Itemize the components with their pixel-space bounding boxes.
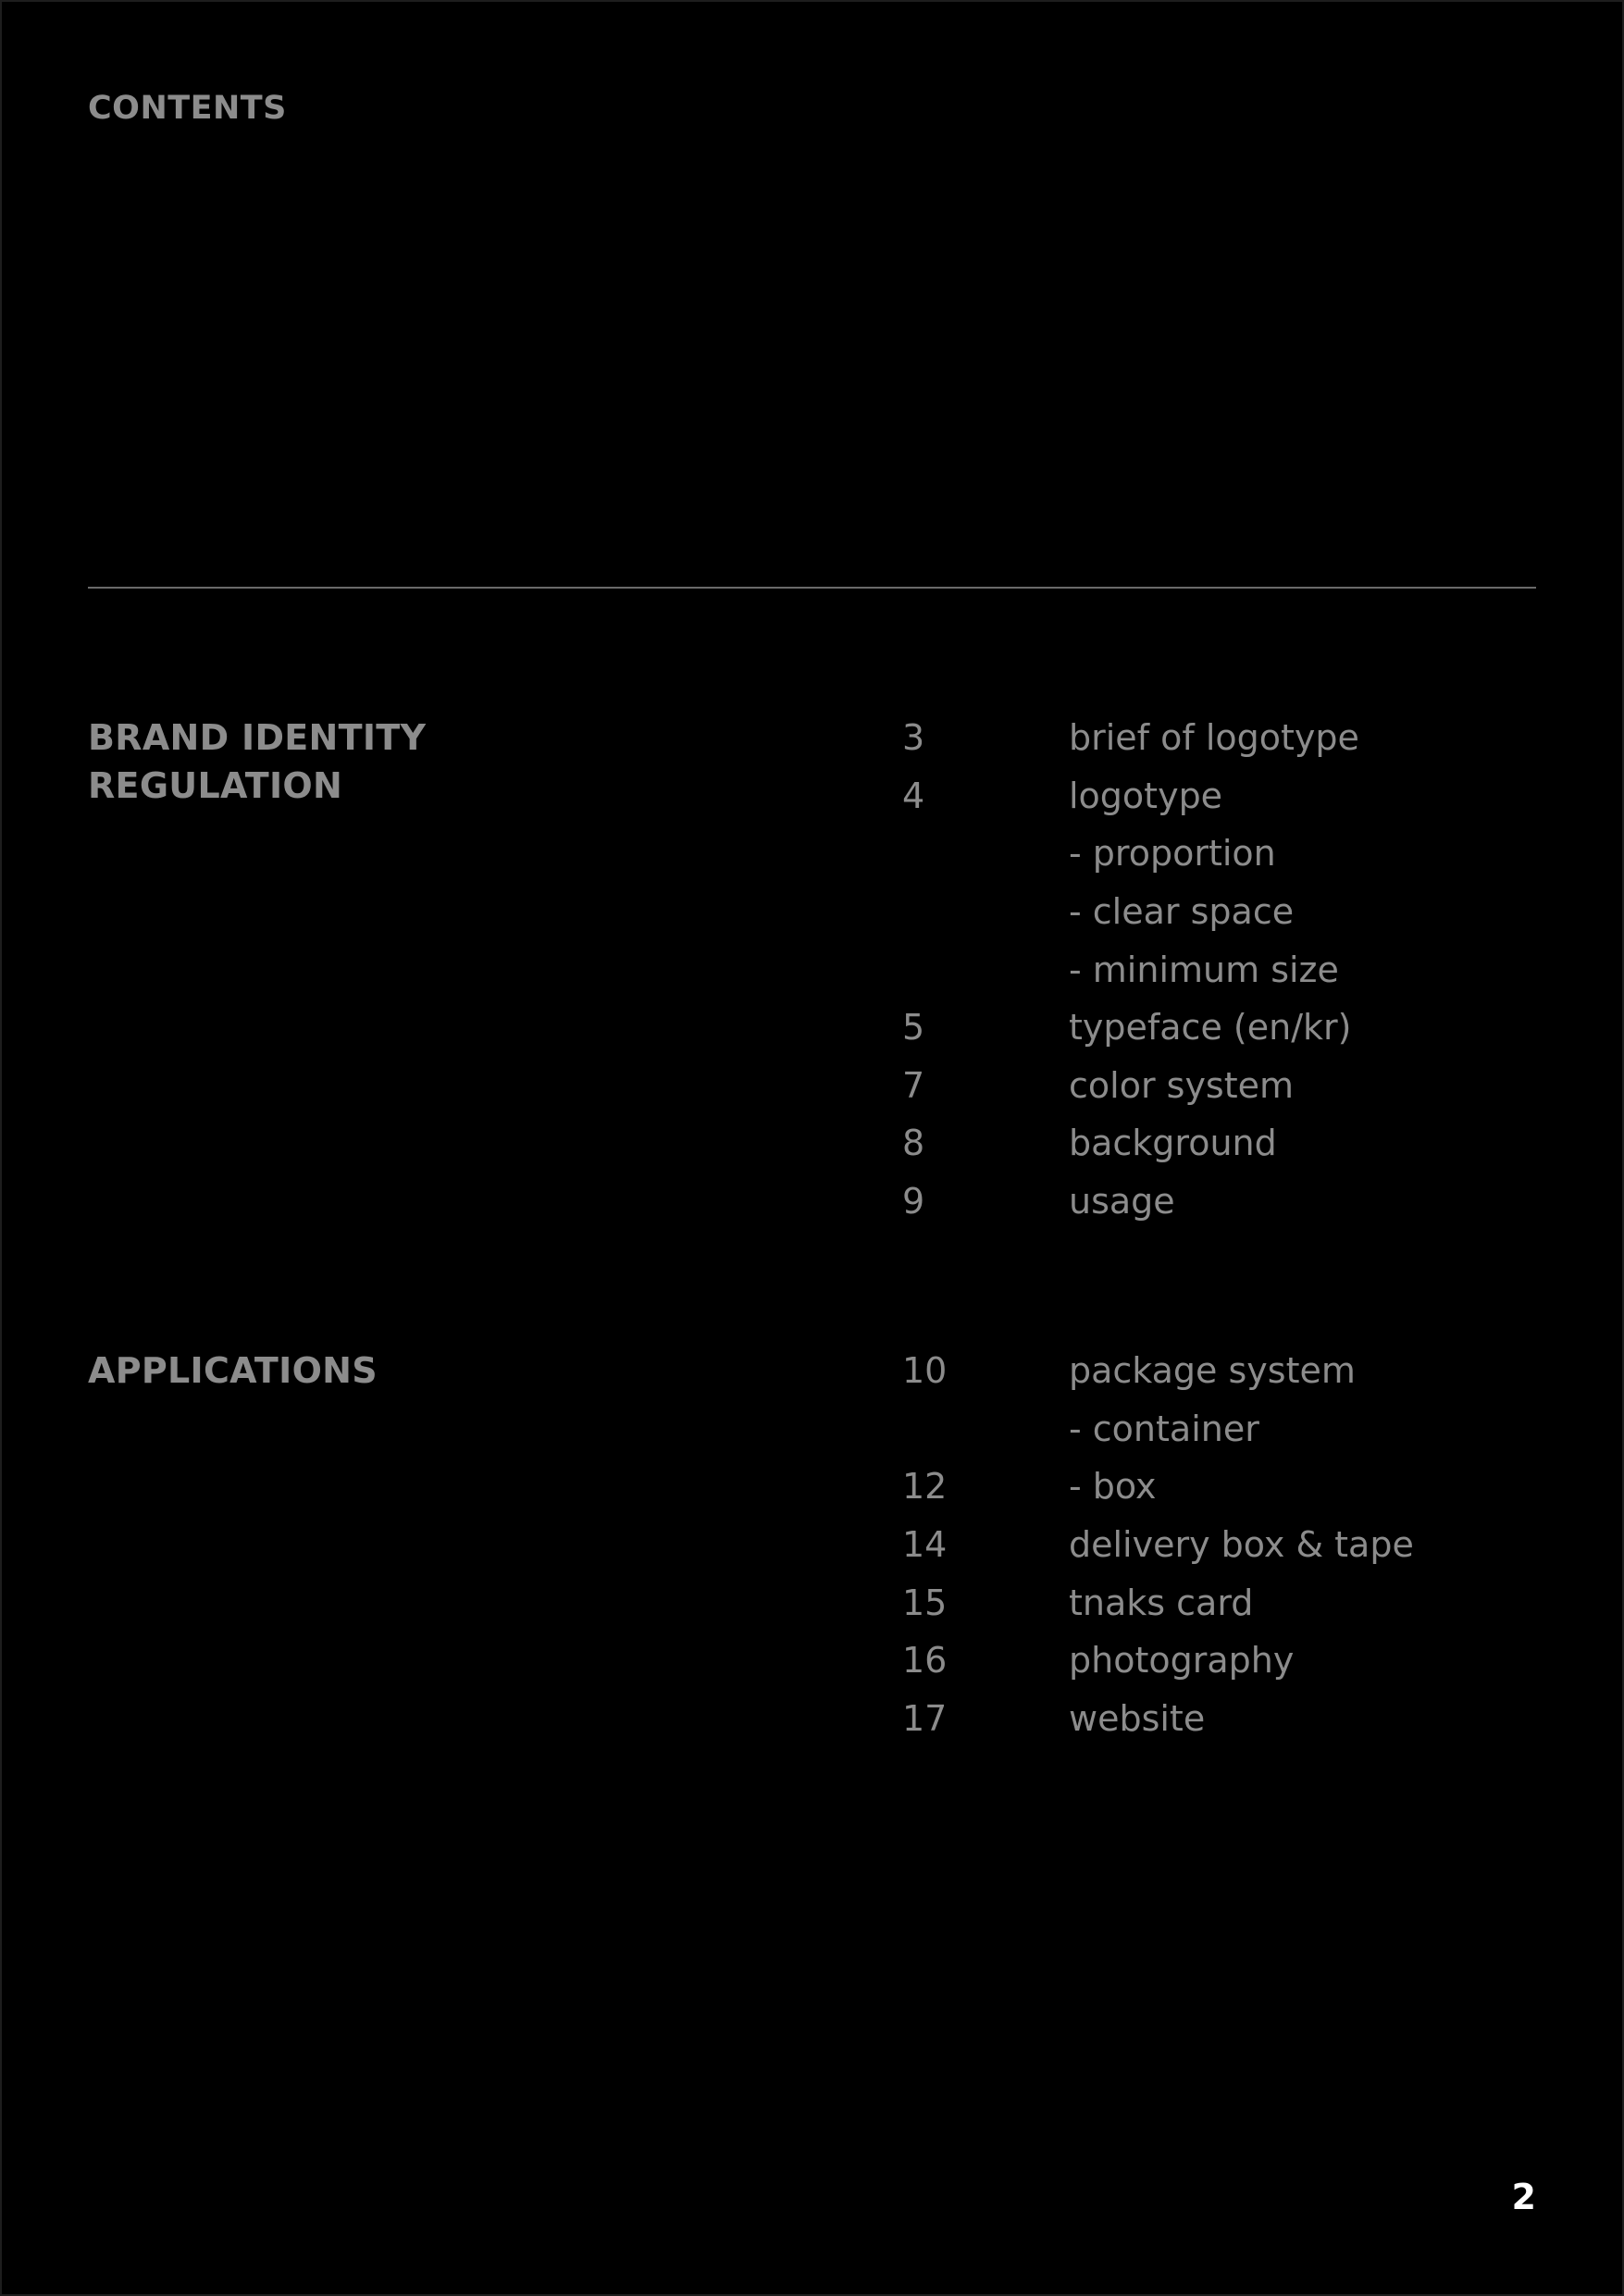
toc-entry[interactable] [902,883,1550,941]
toc-page-number: 4 [902,775,925,816]
toc-list-applications [902,1342,1550,1747]
toc-page-number: 3 [902,717,925,759]
toc-page-number: 17 [902,1697,948,1739]
toc-page-number: 5 [902,1007,925,1049]
toc-entry[interactable] [902,1458,1550,1516]
toc-entry[interactable] [902,1516,1550,1574]
toc-page-number: 14 [902,1524,948,1566]
toc-entry-label: background [1069,1123,1277,1164]
section-title-line: APPLICATIONS [88,1350,378,1391]
toc-page-number: 16 [902,1640,948,1682]
toc-entry-label: package system [1069,1350,1356,1392]
toc-entry[interactable] [902,940,1550,999]
toc-entry[interactable] [902,1573,1550,1632]
toc-entry[interactable] [902,1114,1550,1173]
toc-entry[interactable] [902,825,1550,883]
toc-entry-label: photography [1069,1640,1295,1682]
toc-page-number: 8 [902,1123,925,1164]
toc-entry-label: - box [1069,1466,1157,1508]
toc-entry[interactable] [902,1057,1550,1115]
section-title-line: REGULATION [88,765,343,806]
toc-entry[interactable] [902,1400,1550,1458]
toc-page-number: 9 [902,1181,925,1222]
toc-entry-label: - proportion [1069,833,1276,875]
toc-entry-label: color system [1069,1064,1295,1106]
page-number: 2 [1511,2177,1536,2217]
toc-page-number: 15 [902,1582,948,1623]
toc-page-number: 7 [902,1064,925,1106]
toc-page-number: 12 [902,1466,948,1508]
toc-entry[interactable] [902,1632,1550,1690]
divider-line [88,587,1536,589]
toc-list-brand-identity [902,709,1550,1230]
toc-page-number: 10 [902,1350,948,1392]
section-title-applications [88,1347,378,1395]
toc-entry[interactable] [902,999,1550,1057]
toc-entry[interactable] [902,767,1550,825]
section-title-line: BRAND IDENTITY [88,717,427,758]
toc-entry[interactable] [902,1173,1550,1231]
toc-entry[interactable] [902,1690,1550,1748]
toc-entry[interactable] [902,1342,1550,1400]
toc-entry-label: - container [1069,1408,1259,1449]
toc-entry-label: delivery box & tape [1069,1524,1414,1566]
toc-entry-label: logotype [1069,775,1223,816]
toc-entry-label: typeface (en/kr) [1069,1007,1352,1049]
toc-entry-label: brief of logotype [1069,717,1359,759]
toc-entry-label: - clear space [1069,891,1295,933]
section-title-brand-identity [88,714,426,810]
page-title: CONTENTS [88,90,287,127]
toc-entry-label: website [1069,1697,1206,1739]
toc-entry-label: tnaks card [1069,1582,1254,1623]
toc-entry-label: - minimum size [1069,949,1339,990]
toc-entry[interactable] [902,709,1550,767]
toc-entry-label: usage [1069,1181,1175,1222]
